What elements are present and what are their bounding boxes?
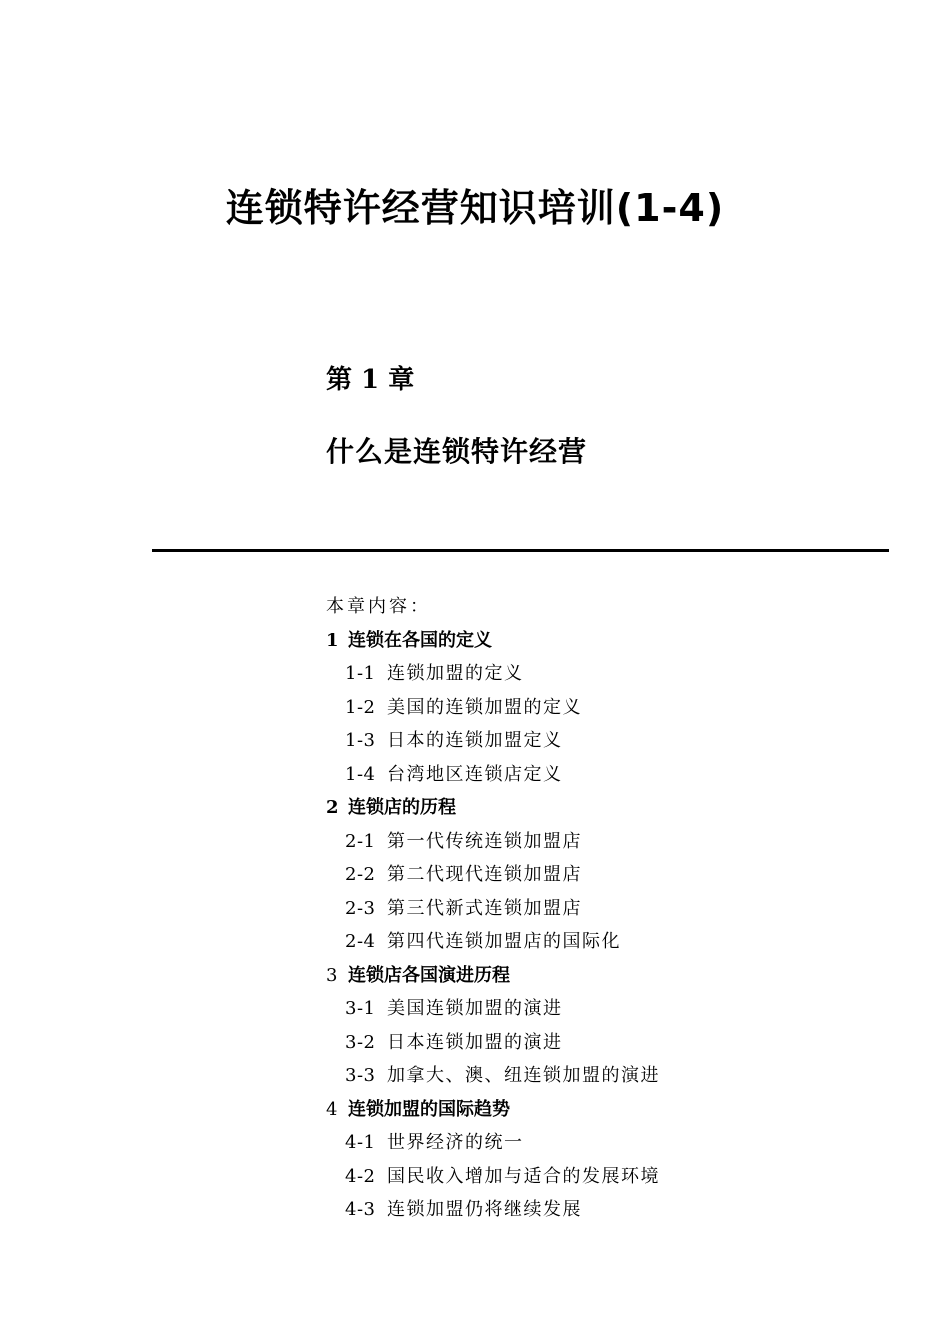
toc-item-number: 2-1	[345, 830, 376, 852]
chapter-title: 什么是连锁特许经营	[326, 435, 588, 468]
toc-item-label: 连锁加盟仍将继续发展	[387, 1199, 582, 1220]
toc-item-number: 4-3	[345, 1199, 376, 1220]
toc-item	[326, 1126, 886, 1160]
toc-section-label: 连锁加盟的国际趋势	[348, 1098, 510, 1120]
toc-item	[326, 657, 886, 691]
toc-item-number: 1-2	[345, 696, 376, 718]
toc-section-4	[326, 1093, 886, 1127]
toc-section-label: 连锁店各国演进历程	[348, 964, 510, 986]
toc-item-label: 日本连锁加盟的演进	[387, 1031, 563, 1053]
toc-item	[326, 724, 886, 758]
toc-item-label: 台湾地区连锁店定义	[387, 763, 563, 785]
toc-item-label: 第一代传统连锁加盟店	[387, 830, 582, 852]
toc-item	[326, 691, 886, 725]
toc-item-number: 2-2	[345, 864, 376, 885]
toc-item	[326, 1160, 886, 1194]
toc-item-number: 1-4	[345, 763, 376, 785]
chapter-number: 第 1 章	[326, 365, 415, 395]
toc-item	[326, 1026, 886, 1060]
toc-heading: 本章内容：	[326, 596, 431, 617]
toc-item	[326, 992, 886, 1026]
toc-item-number: 2-3	[345, 897, 376, 919]
toc-item-label: 第三代新式连锁加盟店	[387, 897, 582, 919]
toc-item	[326, 892, 886, 926]
toc-item-number: 3-3	[345, 1065, 376, 1086]
toc-section-number: 1	[326, 629, 339, 651]
toc-item-label: 国民收入增加与适合的发展环境	[387, 1165, 660, 1187]
toc-section-2	[326, 791, 886, 825]
toc-section-label: 连锁在各国的定义	[348, 629, 492, 651]
toc-item-number: 4-2	[345, 1165, 376, 1187]
toc-section-number: 2	[326, 797, 339, 818]
document-title: 连锁特许经营知识培训(1-4)	[225, 186, 725, 230]
toc-item	[326, 925, 886, 959]
toc-item-label: 世界经济的统一	[387, 1132, 524, 1153]
toc-item	[326, 1059, 886, 1093]
toc-item-label: 加拿大、澳、纽连锁加盟的演进	[387, 1065, 660, 1086]
horizontal-divider	[152, 549, 889, 552]
toc-item-label: 日本的连锁加盟定义	[387, 730, 563, 751]
toc-item	[326, 1193, 886, 1227]
toc-section-label: 连锁店的历程	[348, 797, 456, 818]
toc-section-1	[326, 624, 886, 658]
toc-item-number: 1-1	[345, 663, 376, 684]
toc-section-3	[326, 959, 886, 993]
toc-item-number: 3-2	[345, 1031, 376, 1053]
toc-item-label: 第二代现代连锁加盟店	[387, 864, 582, 885]
toc-item-number: 1-3	[345, 730, 376, 751]
toc-item-number: 3-1	[345, 998, 376, 1019]
toc-item-label: 美国的连锁加盟的定义	[387, 696, 582, 718]
toc-item-number: 4-1	[345, 1132, 376, 1153]
toc-item-label: 连锁加盟的定义	[387, 663, 524, 684]
toc-item-number: 2-4	[345, 931, 376, 952]
toc-section-number: 4	[326, 1098, 338, 1120]
toc-item	[326, 825, 886, 859]
toc-item-label: 美国连锁加盟的演进	[387, 998, 563, 1019]
toc-item	[326, 858, 886, 892]
table-of-contents	[326, 590, 886, 1227]
toc-item-label: 第四代连锁加盟店的国际化	[387, 931, 621, 952]
toc-section-number: 3	[326, 964, 338, 986]
toc-item	[326, 758, 886, 792]
